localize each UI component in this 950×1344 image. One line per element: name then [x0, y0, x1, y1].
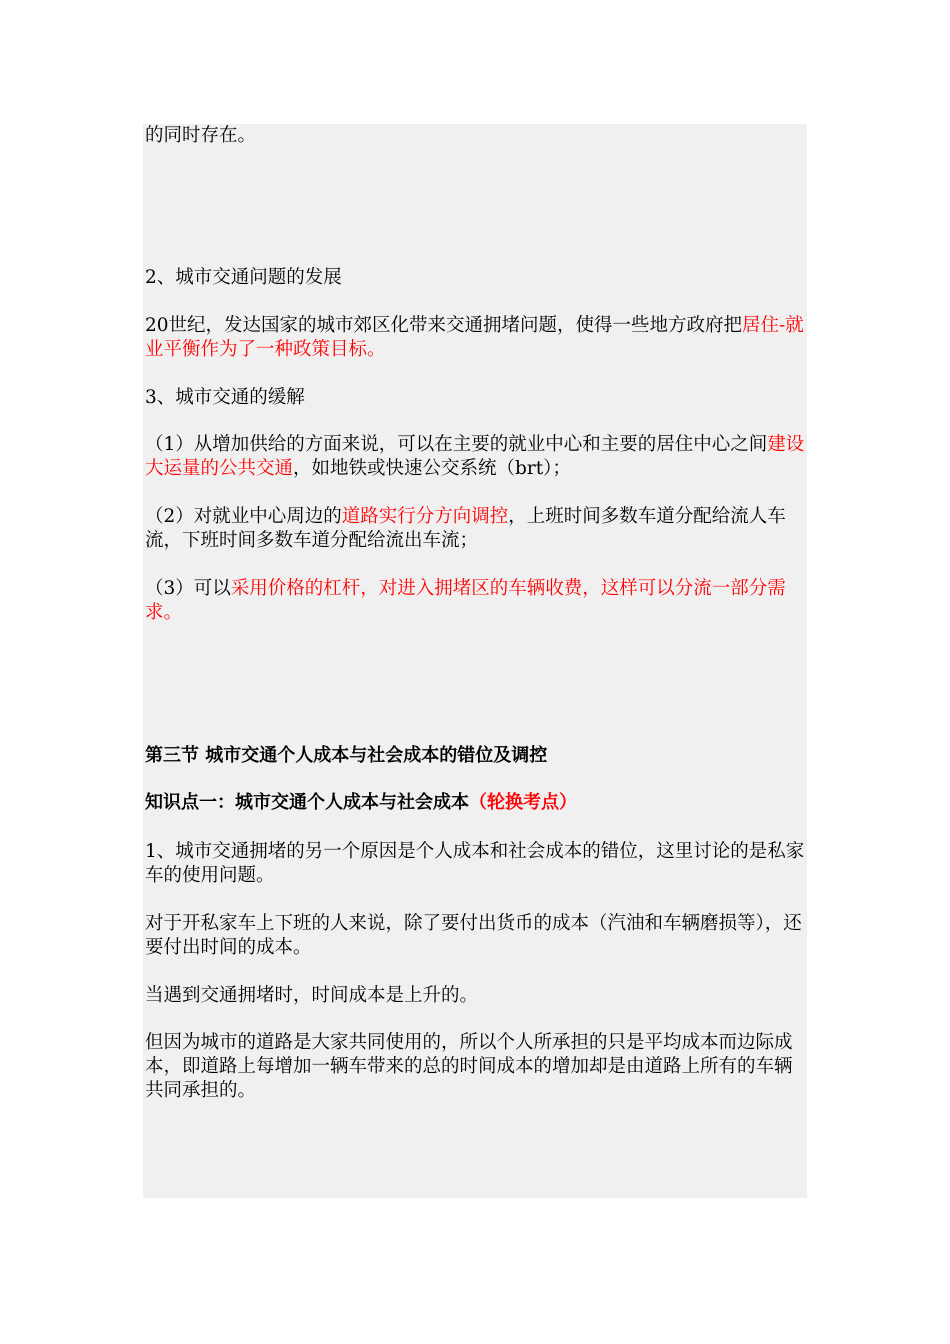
paragraph-item-1: （1）从增加供给的方面来说，可以在主要的就业中心和主要的居住中心之间建设大运量的公共交通，如地铁或快速公交系统（brt）；: [145, 434, 805, 479]
highlight-text: 建设大运量的公共交通: [145, 434, 805, 479]
paragraph-private-car-cost: 对于开私家车上下班的人来说，除了要付出货币的成本（汽油和车辆磨损等），还要付出时间的成本。: [145, 913, 802, 958]
heading-urban-traffic-development: 2、城市交通问题的发展: [145, 267, 342, 288]
paragraph-item-3: （3）可以采用价格的杠杆，对进入拥堵区的车辆收费，这样可以分流一部分需求。: [145, 578, 786, 623]
highlight-text: 道路实行分方向调控: [341, 506, 509, 527]
heading-traffic-relief: 3、城市交通的缓解: [145, 387, 305, 408]
exam-point-tag: （轮换考点）: [469, 792, 577, 813]
highlight-text: 居住-就业平衡作为了一种政策目标。: [145, 315, 804, 360]
section-heading: 第三节 城市交通个人成本与社会成本的错位及调控: [145, 745, 548, 766]
paragraph-continuation: 的同时存在。: [145, 125, 257, 146]
paragraph-20th-century: 20世纪，发达国家的城市郊区化带来交通拥堵问题，使得一些地方政府把居住-就业平衡作为了一种政策目标。: [145, 315, 804, 360]
paragraph-cost-mismatch: 1、城市交通拥堵的另一个原因是个人成本和社会成本的错位，这里讨论的是私家车的使用问题。: [145, 841, 805, 886]
knowledge-point-heading: 知识点一：城市交通个人成本与社会成本（轮换考点）: [145, 792, 577, 813]
document-content-block: [143, 124, 807, 1198]
paragraph-item-2: （2）对就业中心周边的道路实行分方向调控，上班时间多数车道分配给流人车流，下班时间多数车道分配给流出车流；: [145, 506, 786, 551]
highlight-text: 采用价格的杠杆，对进入拥堵区的车辆收费，这样可以分流一部分需求。: [145, 578, 786, 623]
paragraph-marginal-cost: 但因为城市的道路是大家共同使用的，所以个人所承担的只是平均成本而边际成本，即道路上每增加一辆车带来的总的时间成本的增加却是由道路上所有的车辆共同承担的。: [145, 1032, 793, 1101]
paragraph-time-cost: 当遇到交通拥堵时，时间成本是上升的。: [145, 985, 479, 1006]
